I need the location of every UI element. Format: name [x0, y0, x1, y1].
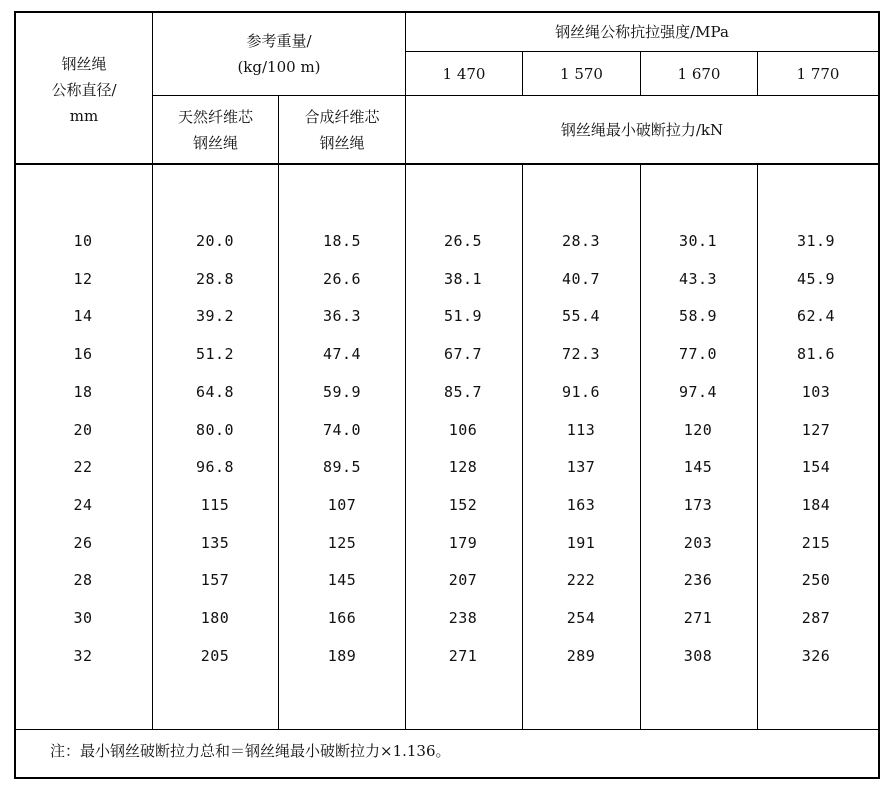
- table-cell: 254: [566, 609, 596, 627]
- table-row-diameter: 18: [73, 383, 93, 401]
- header-grade-1470: 1 470: [442, 64, 486, 83]
- table-cell: 74.0: [322, 421, 362, 439]
- table-cell: 51.2: [195, 345, 235, 363]
- table-cell: 236: [683, 571, 713, 589]
- table-row-diameter: 12: [73, 270, 93, 288]
- table-cell: 59.9: [322, 383, 362, 401]
- table-row-diameter: 26: [73, 534, 93, 552]
- table-cell: 77.0: [678, 345, 718, 363]
- table-cell: 81.6: [796, 345, 836, 363]
- table-cell: 107: [327, 496, 357, 514]
- table-cell: 166: [327, 609, 357, 627]
- table-cell: 145: [683, 458, 713, 476]
- table-row-diameter: 16: [73, 345, 93, 363]
- table-cell: 45.9: [796, 270, 836, 288]
- table-row-diameter: 30: [73, 609, 93, 627]
- table-row-diameter: 28: [73, 571, 93, 589]
- table-cell: 152: [448, 496, 478, 514]
- table-row-diameter: 22: [73, 458, 93, 476]
- table-cell: 58.9: [678, 307, 718, 325]
- table-cell: 163: [566, 496, 596, 514]
- col-rule-2: [278, 95, 279, 729]
- table-cell: 250: [801, 571, 831, 589]
- table-cell: 55.4: [561, 307, 601, 325]
- table-cell: 179: [448, 534, 478, 552]
- table-row-diameter: 10: [73, 232, 93, 250]
- table-cell: 80.0: [195, 421, 235, 439]
- table-cell: 31.9: [796, 232, 836, 250]
- table-cell: 85.7: [443, 383, 483, 401]
- table-cell: 137: [566, 458, 596, 476]
- table-cell: 115: [200, 496, 230, 514]
- table-cell: 271: [448, 647, 478, 665]
- table-cell: 91.6: [561, 383, 601, 401]
- table-cell: 287: [801, 609, 831, 627]
- table-cell: 38.1: [443, 270, 483, 288]
- table-row-diameter: 14: [73, 307, 93, 325]
- table-cell: 97.4: [678, 383, 718, 401]
- header-weight: 参考重量/ (kg/100 m): [237, 32, 321, 76]
- header-synthetic-core: 合成纤维芯 钢丝绳: [304, 107, 380, 152]
- table-cell: 26.6: [322, 270, 362, 288]
- table-cell: 326: [801, 647, 831, 665]
- table-cell: 96.8: [195, 458, 235, 476]
- border-right: [878, 11, 880, 779]
- header-grade-1770: 1 770: [796, 64, 840, 83]
- header-diameter: 钢丝绳 公称直径/ mm: [51, 55, 117, 125]
- header-grade-1570: 1 570: [560, 64, 603, 83]
- table-cell: 127: [801, 421, 831, 439]
- header-strength: 钢丝绳公称抗拉强度/MPa: [555, 23, 729, 41]
- table-cell: 157: [200, 571, 230, 589]
- table-cell: 135: [200, 534, 230, 552]
- table-cell: 308: [683, 647, 713, 665]
- table-cell: 184: [801, 496, 831, 514]
- header-natural-core: 天然纤维芯 钢丝绳: [177, 107, 253, 152]
- table-note: 注：最小钢丝破断拉力总和＝钢丝绳最小破断拉力×1.136。: [50, 742, 451, 760]
- table-cell: 43.3: [678, 270, 718, 288]
- table-cell: 238: [448, 609, 478, 627]
- table-cell: 67.7: [443, 345, 483, 363]
- table-row-diameter: 32: [73, 647, 93, 665]
- table-cell: 89.5: [322, 458, 362, 476]
- table-cell: 180: [200, 609, 230, 627]
- table-cell: 72.3: [561, 345, 601, 363]
- table-cell: 145: [327, 571, 357, 589]
- table-cell: 154: [801, 458, 831, 476]
- table-cell: 47.4: [322, 345, 362, 363]
- table-cell: 40.7: [561, 270, 601, 288]
- table-cell: 113: [566, 421, 596, 439]
- table-cell: 28.3: [561, 232, 601, 250]
- table-cell: 203: [683, 534, 713, 552]
- table-cell: 271: [683, 609, 713, 627]
- header-grade-1670: 1 670: [677, 64, 721, 83]
- table-cell: 64.8: [195, 383, 235, 401]
- rule-bottom: [14, 777, 880, 779]
- table-cell: 189: [327, 647, 357, 665]
- table-cell: 62.4: [796, 307, 836, 325]
- table-cell: 125: [327, 534, 357, 552]
- table-cell: 36.3: [322, 307, 362, 325]
- table-cell: 26.5: [443, 232, 483, 250]
- table-cell: 30.1: [678, 232, 718, 250]
- table-cell: 18.5: [322, 232, 362, 250]
- table-cell: 128: [448, 458, 478, 476]
- header-min-force: 钢丝绳最小破断拉力/kN: [560, 120, 724, 139]
- rule-header-bottom: [14, 163, 880, 165]
- table-cell: 28.8: [195, 270, 235, 288]
- table-cell: 120: [683, 421, 713, 439]
- table-cell: 39.2: [195, 307, 235, 325]
- rule-body-bottom: [14, 729, 880, 730]
- table-cell: 51.9: [443, 307, 483, 325]
- table-cell: 173: [683, 496, 713, 514]
- table-cell: 20.0: [195, 232, 235, 250]
- table-cell: 205: [200, 647, 230, 665]
- table-cell: 106: [448, 421, 478, 439]
- table-cell: 207: [448, 571, 478, 589]
- table-cell: 289: [566, 647, 596, 665]
- table-cell: 103: [801, 383, 831, 401]
- table-cell: 215: [801, 534, 831, 552]
- table-cell: 222: [566, 571, 596, 589]
- table-cell: 191: [566, 534, 596, 552]
- table-row-diameter: 20: [73, 421, 93, 439]
- table-row-diameter: 24: [73, 496, 93, 514]
